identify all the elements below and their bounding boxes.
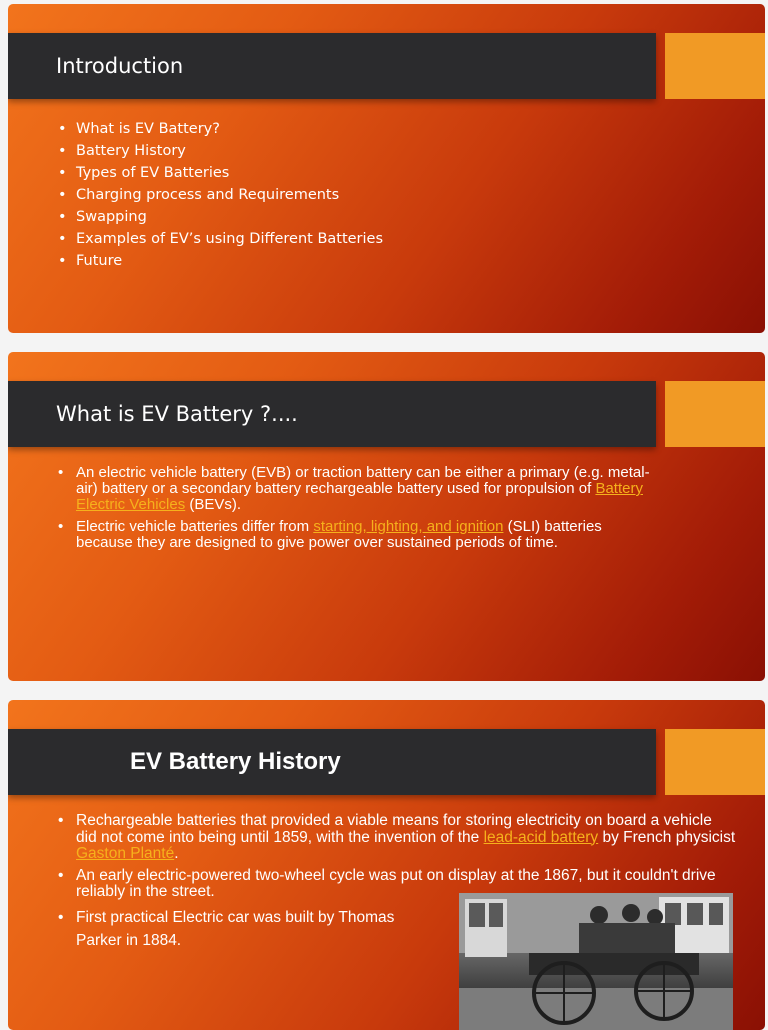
vintage-electric-car-photo [459, 893, 733, 1030]
list-item: • Swapping [56, 206, 383, 228]
link-sli[interactable]: starting, lighting, and ignition [313, 518, 504, 535]
bullet-text: Electric vehicle batteries differ from [76, 518, 314, 535]
title-accent-block [665, 729, 765, 795]
bullet-text: Rechargeable batteries that provided a viable means for storing electricity on board a vehicle did not come into being until 1859, with the invention of the [76, 812, 712, 846]
slide-introduction [8, 4, 765, 333]
bullet-list [56, 465, 656, 557]
bullet-text: . [174, 845, 179, 862]
link-battery-electric-vehicles[interactable]: Battery Electric Vehicles [76, 480, 643, 513]
slide-title: What is EV Battery ?.... [56, 402, 298, 426]
list-item: • Types of EV Batteries [56, 162, 383, 184]
list-item: • An early electric-powered two-wheel cycle was put on display at the 1867, but it couldn't drive reliably in the street. [56, 868, 736, 901]
slide-title: Introduction [56, 54, 184, 78]
list-item: • Examples of EV’s using Different Batteries [56, 228, 383, 250]
title-bar [8, 729, 656, 795]
bullet-text: (BEVs). [185, 496, 242, 513]
list-item: • What is EV Battery? [56, 118, 383, 140]
slide-ev-battery-history [8, 700, 765, 1030]
link-lead-acid-battery[interactable]: lead-acid battery [483, 828, 599, 846]
list-item [56, 813, 736, 863]
bullet-list [56, 118, 383, 272]
list-item: • Future [56, 250, 383, 272]
slide-title: EV Battery History [130, 748, 341, 775]
bullet-text: (SLI) batteries because they are designed to give power over sustained periods of time. [76, 518, 602, 551]
bullet-text: An electric vehicle battery (EVB) or traction battery can be either a primary (e.g. metal-air) battery or a secondary battery rechargeable battery used for propulsion of [76, 464, 650, 497]
car-photo-illustration [459, 893, 733, 1030]
list-item: • Charging process and Requirements [56, 184, 383, 206]
list-item: • First practical Electric car was built by Thomas Parker in 1884. [56, 906, 436, 952]
list-item [56, 519, 656, 551]
bullet-text: by French physicist [598, 828, 736, 846]
title-accent-block [665, 381, 765, 447]
list-item [56, 465, 656, 513]
slide-what-is-ev-battery [8, 352, 765, 681]
list-item: • Battery History [56, 140, 383, 162]
title-bar [8, 33, 656, 99]
link-gaston-plante[interactable]: Gaston Planté [76, 845, 175, 862]
title-bar [8, 381, 656, 447]
title-accent-block [665, 33, 765, 99]
